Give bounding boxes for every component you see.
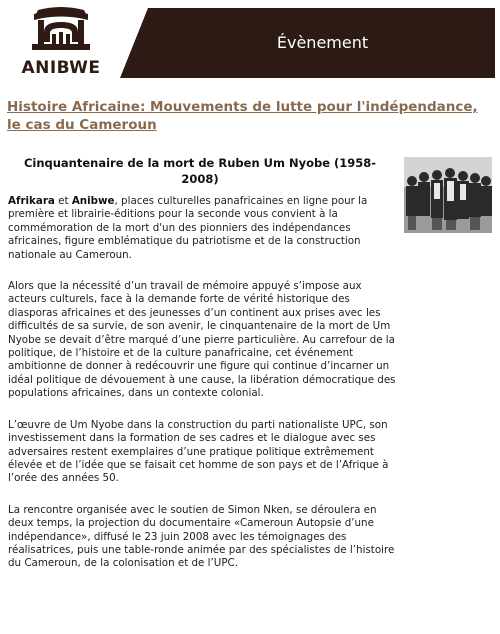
historical-photo bbox=[404, 157, 492, 233]
paragraph-2: Alors que la nécessité d’un travail de mémoire appuyé s’impose aux acteurs culturels, face à la demande forte de vérité historique des diasporas africaines et des jeunesses d’un continent aux prises avec les difficultés de sa survie, de son avenir, le cinquantenaire de la mort de Um Nyobe se devait d’être marqué d’une pierre particulière. Au carrefour de la politique, de l’histoire et de la culture panafricaine, cet événement ambitionne de donner à redécouvrir une figure qui continue d’incarner un idéal politique de dévouement à une cause, la libération démocratique des populations africaines, dans un contexte colonial. bbox=[8, 280, 396, 400]
anibwe-name: Anibwe bbox=[71, 195, 115, 207]
article-title-link[interactable]: Histoire Africaine: Mouvements de lutte pour l'indépendance, le cas du Cameroun bbox=[7, 99, 478, 133]
section-banner bbox=[120, 8, 495, 78]
logo-text: ANIBWE bbox=[21, 58, 101, 78]
afrikara-name: Afrikara bbox=[8, 195, 55, 207]
header bbox=[0, 0, 500, 82]
banner-title: Évènement bbox=[276, 33, 369, 52]
paragraph-4: La rencontre organisée avec le soutien de Simon Nken, se déroulera en deux temps, la projection du documentaire «Cameroun Autopsie d’une indépendance», diffusé le 23 juin 2008 avec les témoignages des réalisatrices, puis une table-ronde animée par des spécialistes de l’histoire du Cameroun, de la colonisation et de l’UPC. bbox=[8, 503, 395, 570]
paragraph-3: L’œuvre de Um Nyobe dans la construction du parti nationaliste UPC, son investissement dans la formation de ses cadres et le dialogue avec ses adversaires restent exemplaires d’une pratique politique extrêmement élevée et de l’idée que se faisait cet homme de son pays et de l’Afrique à l’orée des années 50. bbox=[8, 418, 389, 485]
p1-and: et bbox=[54, 195, 72, 207]
paragraph-1 bbox=[8, 195, 400, 262]
group-photo-image bbox=[404, 157, 492, 233]
stool-icon bbox=[30, 6, 92, 56]
anibwe-logo[interactable] bbox=[18, 6, 104, 80]
p1-text: , places culturelles panafricaines en ligne pour la première et librairie-éditions pour la seconde vous convient à la commémoration de la mort d'un des pionniers des indépendances africaines, figure emblématique du patriotisme et de la construction nationale au Cameroun. bbox=[8, 195, 368, 261]
article-subtitle: Cinquantenaire de la mort de Ruben Um Nyobe (1958-2008) bbox=[23, 156, 377, 186]
article-body bbox=[8, 195, 400, 589]
